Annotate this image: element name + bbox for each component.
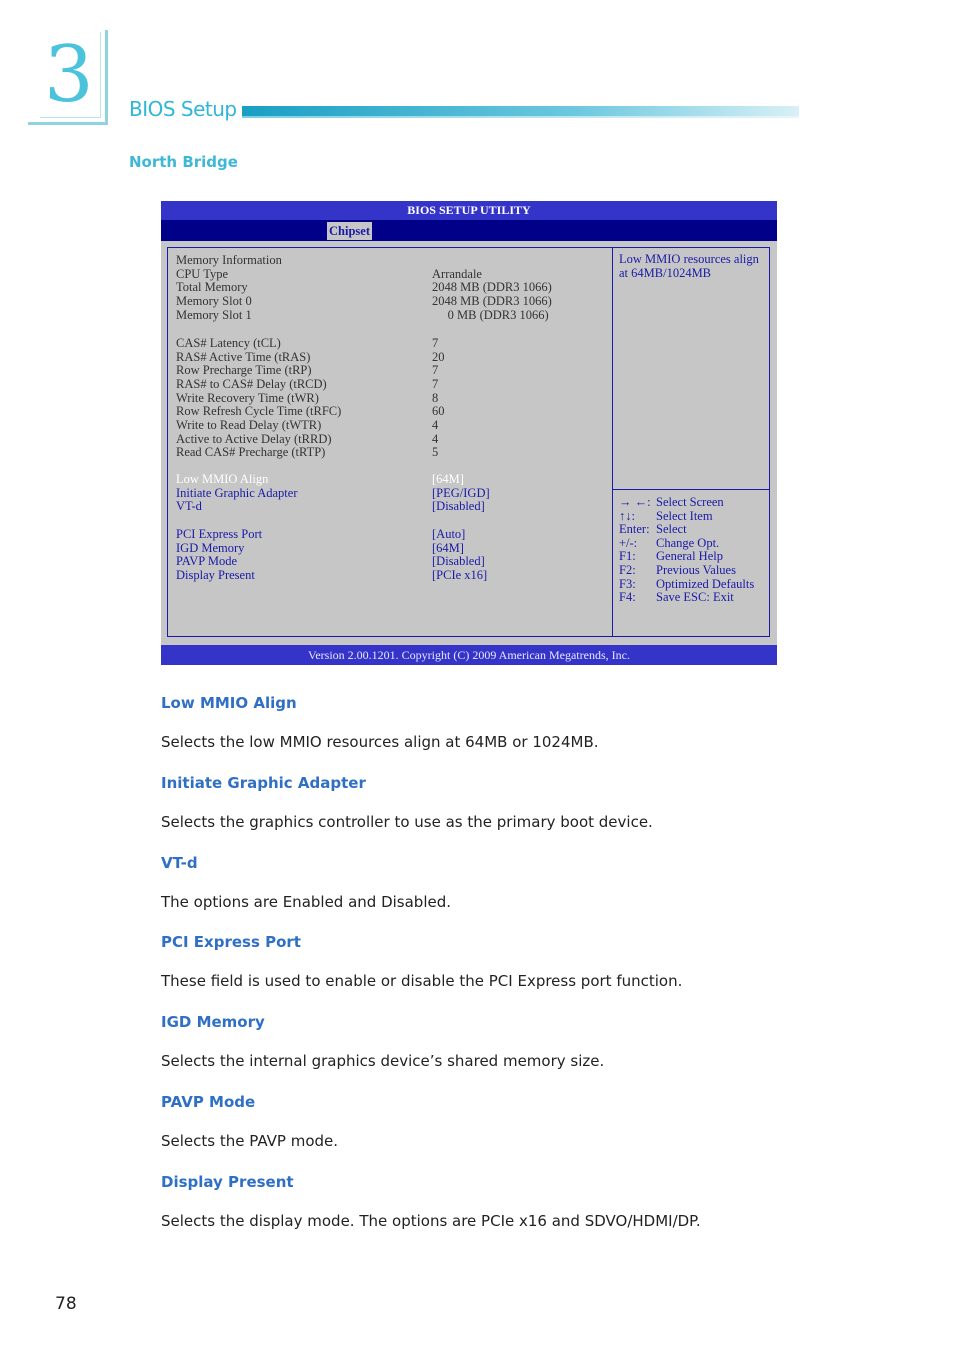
key-name: Enter: bbox=[619, 522, 650, 537]
key-description: Select Item bbox=[656, 508, 713, 523]
setting-value: 7 bbox=[432, 363, 439, 378]
setting-label: Display Present bbox=[176, 567, 255, 582]
setting-label: RAS# to CAS# Delay (tRCD) bbox=[176, 376, 327, 391]
setting-value: 5 bbox=[432, 445, 439, 460]
setting-label: Memory Information bbox=[176, 253, 282, 267]
section-title: North Bridge bbox=[129, 153, 238, 171]
setting-value[interactable]: [Disabled] bbox=[432, 554, 485, 569]
setting-label: PAVP Mode bbox=[176, 554, 238, 569]
setting-value[interactable]: [PCIe x16] bbox=[432, 567, 488, 582]
setting-label: Row Precharge Time (tRP) bbox=[176, 363, 312, 378]
option-heading: VT-d bbox=[161, 853, 198, 872]
key-name: F1: bbox=[619, 549, 636, 564]
setting-label: Memory Slot 0 bbox=[176, 293, 252, 308]
option-heading: PAVP Mode bbox=[161, 1093, 256, 1111]
setting-label: Active to Active Delay (tRRD) bbox=[176, 431, 332, 446]
setting-value[interactable]: [Disabled] bbox=[432, 499, 485, 514]
setting-value: 7 bbox=[432, 336, 439, 350]
setting-label: Read CAS# Precharge (tRTP) bbox=[176, 445, 326, 460]
bios-help-panel bbox=[613, 247, 770, 637]
setting-label: PCI Express Port bbox=[176, 527, 263, 541]
setting-value: 2048 MB (DDR3 1066) bbox=[432, 293, 552, 308]
bios-title: BIOS SETUP UTILITY bbox=[161, 201, 777, 220]
setting-label: Low MMIO Align bbox=[176, 472, 269, 486]
option-description: The options are Enabled and Disabled. bbox=[161, 892, 452, 911]
option-description: Selects the PAVP mode. bbox=[161, 1132, 339, 1150]
key-description: Select bbox=[656, 522, 687, 537]
setting-label: Initiate Graphic Adapter bbox=[176, 485, 298, 500]
setting-value: 20 bbox=[432, 349, 445, 364]
key-name: → ←: bbox=[619, 495, 651, 509]
bios-help-text: Low MMIO resources align at 64MB/1024MB bbox=[619, 252, 759, 280]
option-description: Selects the display mode. The options are PCIe x16 and SDVO/HDMI/DP. bbox=[161, 1211, 701, 1230]
key-description: Change Opt. bbox=[656, 535, 720, 550]
setting-value: 60 bbox=[432, 404, 445, 419]
setting-value: 2048 MB (DDR3 1066) bbox=[432, 280, 552, 295]
option-description: Selects the internal graphics device’s shared memory size. bbox=[161, 1052, 605, 1071]
setting-label: Write to Read Delay (tWTR) bbox=[176, 417, 322, 432]
setting-value: 0 MB (DDR3 1066) bbox=[432, 307, 549, 322]
key-description: Select Screen bbox=[656, 495, 724, 509]
key-name: ↑↓: bbox=[619, 508, 635, 523]
setting-label: RAS# Active Time (tRAS) bbox=[176, 349, 311, 364]
setting-value: 8 bbox=[432, 390, 439, 405]
setting-label: Row Refresh Cycle Time (tRFC) bbox=[176, 404, 342, 419]
option-heading: PCI Express Port bbox=[161, 933, 301, 952]
tab-chipset[interactable]: Chipset bbox=[329, 224, 370, 238]
setting-value[interactable]: [PEG/IGD] bbox=[432, 485, 490, 500]
page-number: 78 bbox=[55, 1294, 77, 1314]
key-name: +/-: bbox=[619, 535, 638, 550]
key-description: Save ESC: Exit bbox=[656, 590, 734, 605]
bios-settings-panel bbox=[167, 247, 613, 637]
bios-screen bbox=[161, 201, 777, 665]
setting-value[interactable]: [64M] bbox=[432, 472, 464, 486]
setting-label: CAS# Latency (tCL) bbox=[176, 336, 281, 350]
option-heading: Initiate Graphic Adapter bbox=[161, 773, 366, 792]
bios-body bbox=[161, 241, 777, 645]
option-heading: Display Present bbox=[161, 1172, 294, 1191]
help-divider bbox=[613, 489, 769, 490]
option-heading: Low MMIO Align bbox=[161, 694, 297, 712]
setting-value: 7 bbox=[432, 376, 439, 391]
chapter-number: 3 bbox=[44, 30, 94, 120]
key-description: Optimized Defaults bbox=[656, 576, 755, 591]
setting-label: CPU Type bbox=[176, 266, 229, 281]
setting-label: Write Recovery Time (tWR) bbox=[176, 390, 319, 405]
setting-label: Total Memory bbox=[176, 280, 248, 295]
key-name: F2: bbox=[619, 562, 636, 577]
setting-label: VT-d bbox=[176, 499, 202, 514]
setting-value[interactable]: [Auto] bbox=[432, 527, 466, 541]
setting-value[interactable]: [64M] bbox=[432, 540, 464, 555]
option-heading: IGD Memory bbox=[161, 1013, 265, 1032]
bios-menubar bbox=[161, 220, 777, 241]
setting-label: Memory Slot 1 bbox=[176, 307, 252, 322]
option-description: These field is used to enable or disable the PCI Express port function. bbox=[161, 972, 683, 991]
setting-value: 4 bbox=[432, 431, 439, 446]
chapter-title: BIOS Setup bbox=[129, 97, 237, 121]
key-description: Previous Values bbox=[656, 562, 736, 577]
chapter-title-bar bbox=[242, 106, 799, 116]
bios-footer: Version 2.00.1201. Copyright (C) 2009 American Megatrends, Inc. bbox=[161, 645, 777, 665]
key-name: F4: bbox=[619, 590, 636, 605]
setting-value: 4 bbox=[432, 417, 439, 432]
key-name: F3: bbox=[619, 576, 636, 591]
option-description: Selects the low MMIO resources align at 64MB or 1024MB. bbox=[161, 733, 599, 751]
key-description: General Help bbox=[656, 549, 723, 564]
setting-value: Arrandale bbox=[432, 266, 482, 281]
setting-label: IGD Memory bbox=[176, 540, 245, 555]
option-description: Selects the graphics controller to use as the primary boot device. bbox=[161, 812, 653, 831]
